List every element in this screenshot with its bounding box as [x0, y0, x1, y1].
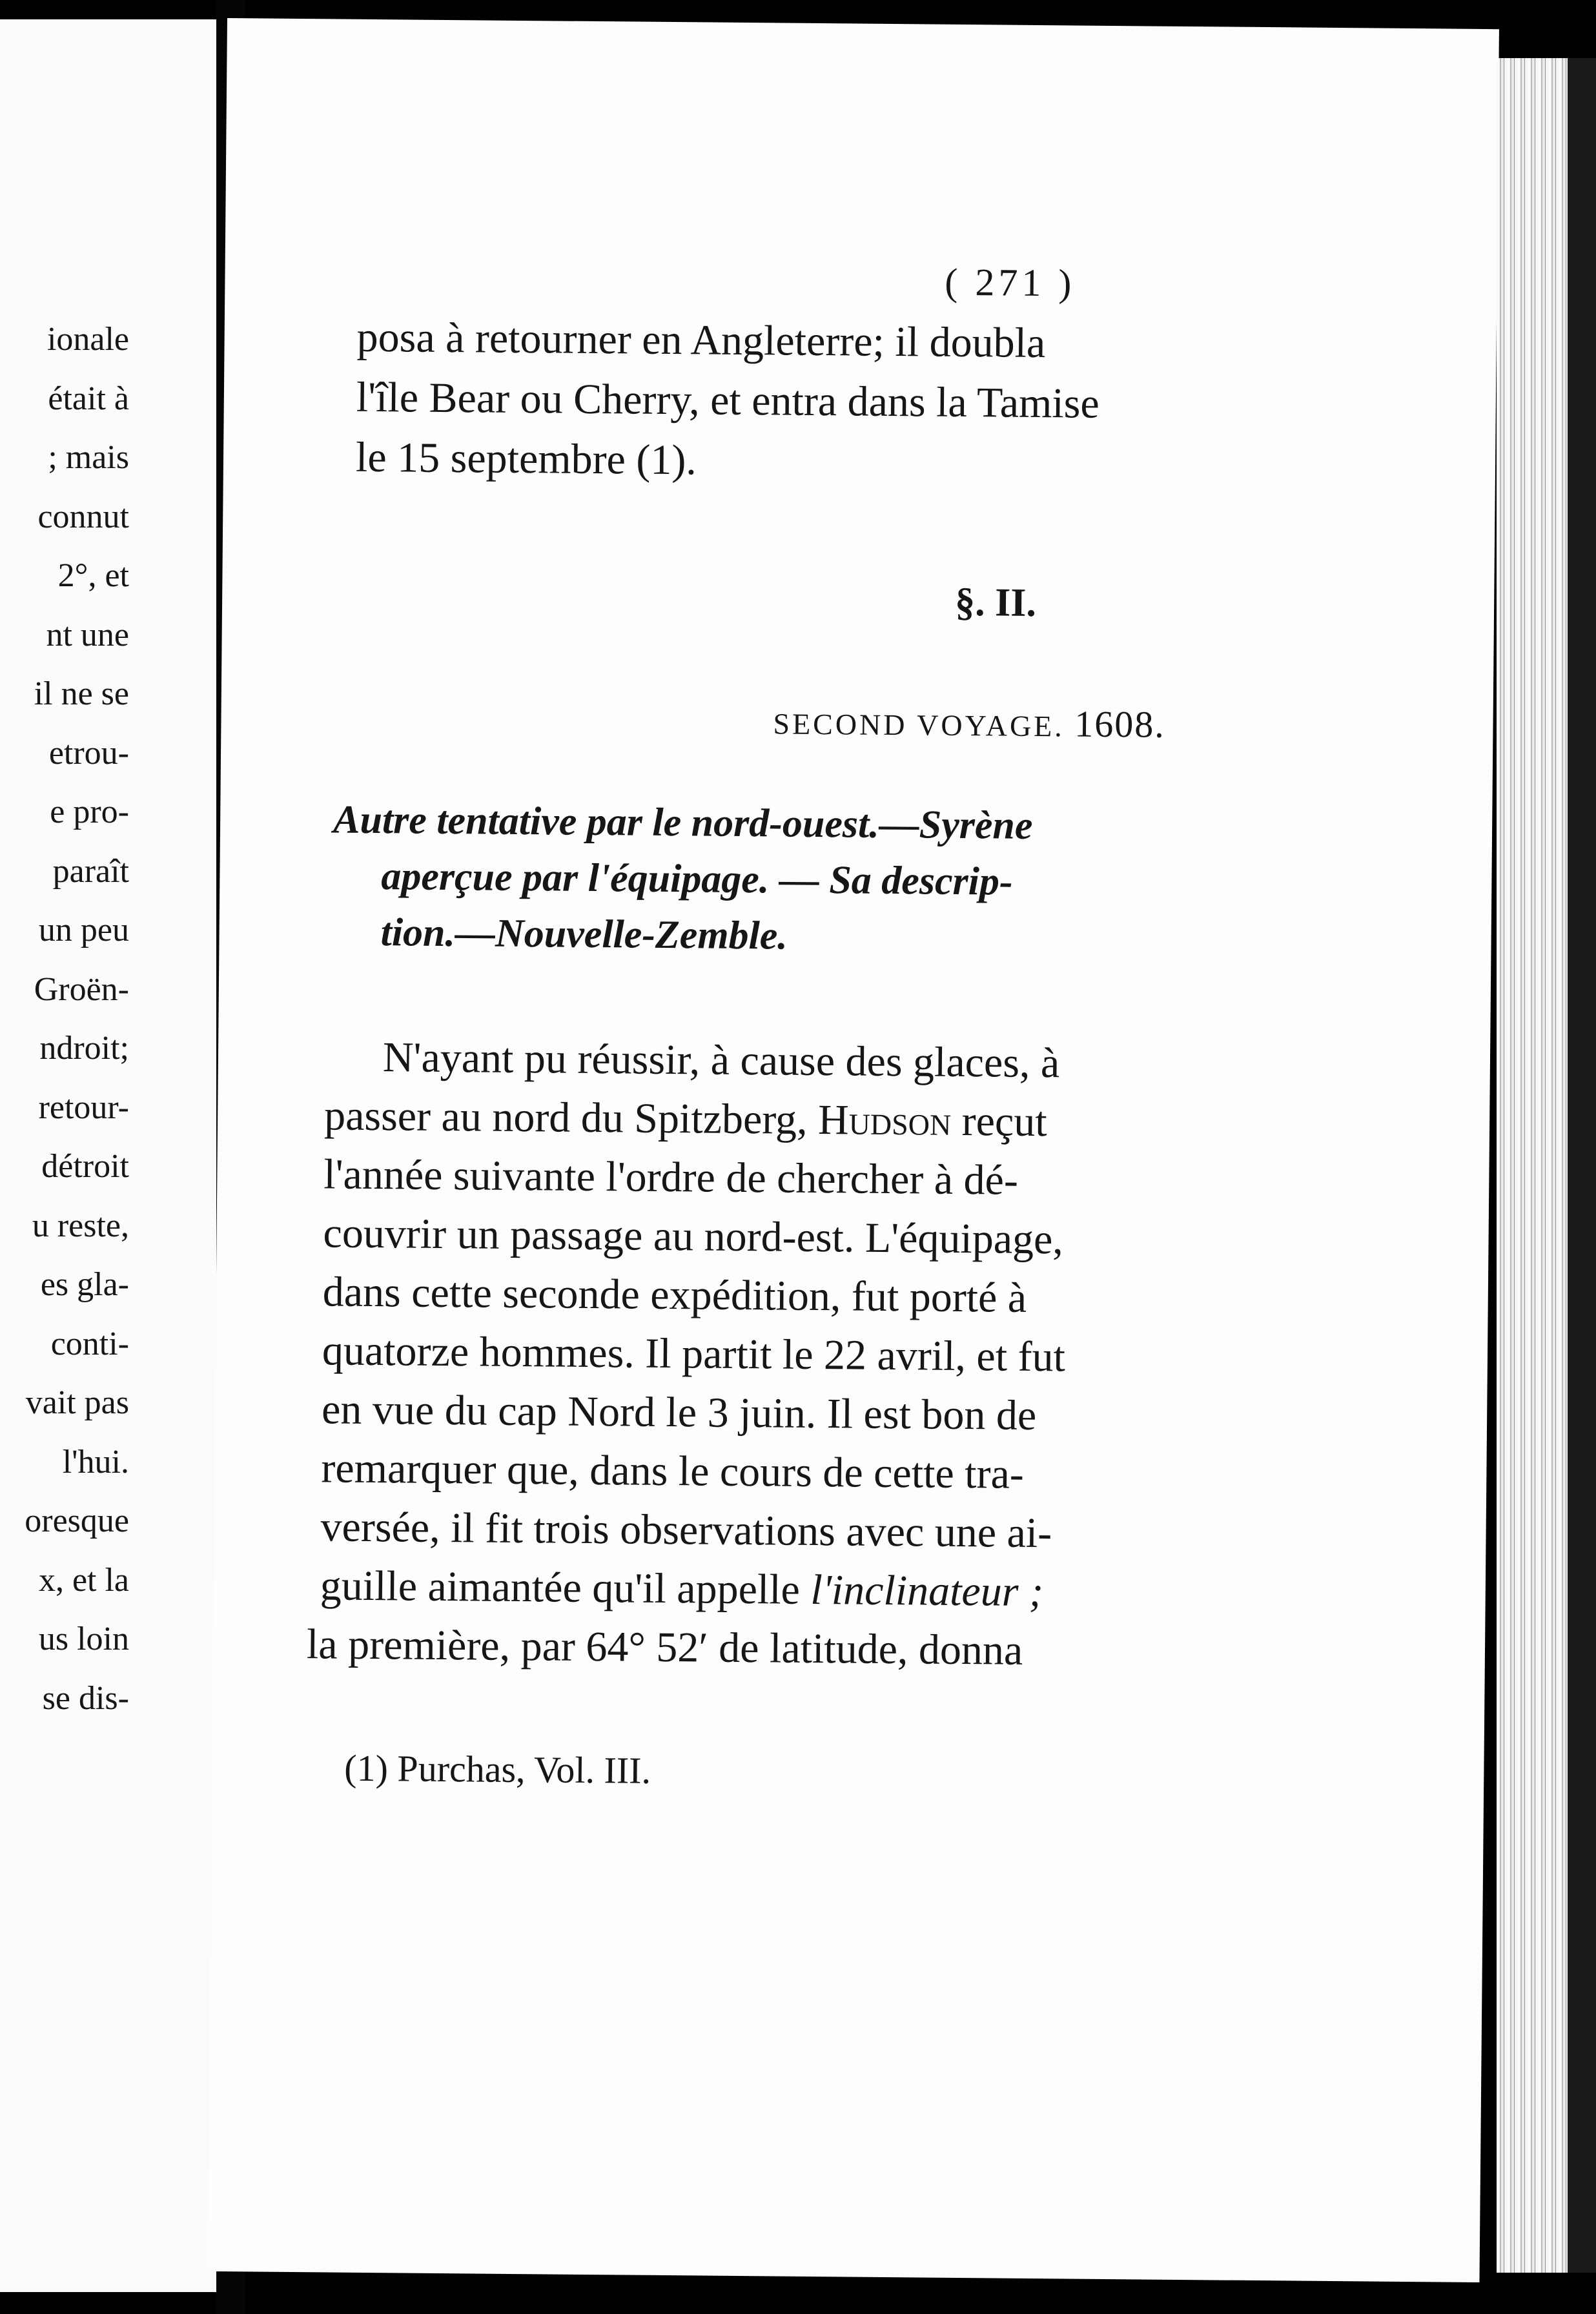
left-line: se dis- — [42, 1679, 129, 1717]
left-page-text — [0, 310, 129, 1728]
left-line: connut — [37, 498, 129, 535]
italic-term: l'inclinateur ; — [810, 1566, 1044, 1616]
chapter-title-text: SECOND VOYAGE. — [773, 707, 1065, 743]
left-line: u reste, — [32, 1207, 129, 1244]
left-line: détroit — [41, 1148, 129, 1185]
text-segment: reçut — [961, 1097, 1047, 1146]
left-line: etrou- — [48, 734, 129, 772]
text-line: dans cette seconde expédition, fut porté à — [322, 1268, 1027, 1322]
chapter-title-year: 1608. — [1074, 702, 1166, 746]
left-line: nt une — [46, 616, 129, 653]
text-line — [320, 1561, 1043, 1617]
text-line: couvrir un passage au nord-est. L'équipage, — [323, 1209, 1064, 1264]
left-line: il ne se — [34, 675, 129, 712]
person-name: Hudson — [817, 1096, 952, 1145]
page-number: ( 271 ) — [945, 260, 1076, 305]
left-line: un peu — [38, 912, 129, 948]
right-page — [208, 18, 1499, 2282]
left-line: conti- — [50, 1325, 129, 1362]
summary-line: tion.—Nouvelle-Zemble. — [380, 910, 788, 958]
book-edge-shadow — [1568, 58, 1596, 2273]
left-line: x, et la — [38, 1561, 129, 1599]
text-line: remarquer que, dans le cours de cette tra- — [321, 1444, 1025, 1498]
left-line: oresque — [25, 1502, 129, 1539]
text-line — [324, 1091, 1047, 1147]
text-line: en vue du cap Nord le 3 juin. Il est bon de — [321, 1386, 1037, 1440]
text-line: l'île Bear ou Cherry, et entra dans la Tamise — [356, 373, 1100, 427]
footnote: (1) Purchas, Vol. III. — [344, 1746, 651, 1792]
page-edges — [1497, 58, 1568, 2273]
section-heading: §. II. — [954, 580, 1037, 625]
left-line: e pro- — [50, 794, 129, 830]
text-line: posa à retourner en Angleterre; il doubla — [356, 313, 1046, 367]
text-line: N'ayant pu réussir, à cause des glaces, à — [382, 1034, 1060, 1087]
left-line: ndroit; — [39, 1030, 129, 1067]
left-line: us loin — [38, 1621, 129, 1657]
left-line: es gla- — [40, 1266, 129, 1303]
left-line: Groën- — [34, 970, 129, 1008]
text-line: quatorze hommes. Il partit le 22 avril, et fut — [322, 1327, 1066, 1381]
text-line: le 15 septembre (1). — [355, 433, 697, 484]
text-line: la première, par 64° 52′ de latitude, donna — [306, 1621, 1023, 1674]
left-line: était à — [48, 380, 129, 417]
text-line: versée, il fit trois observations avec une ai- — [320, 1503, 1052, 1557]
left-line: paraît — [52, 852, 129, 890]
text-segment: passer au nord du Spitzberg, — [323, 1092, 808, 1143]
summary-line: Autre tentative par le nord-ouest.—Syrène — [332, 797, 1033, 848]
left-line: l'hui. — [62, 1443, 129, 1480]
text-line: l'année suivante l'ordre de chercher à dé- — [323, 1151, 1019, 1204]
text-segment: guille aimantée qu'il appelle — [320, 1562, 801, 1613]
left-line: vait pas — [25, 1384, 129, 1421]
left-line: retour- — [38, 1089, 129, 1126]
left-page — [0, 19, 216, 2292]
left-line: ionale — [46, 321, 129, 358]
left-line: ; mais — [48, 439, 129, 476]
summary-line: aperçue par l'équipage. — Sa descrip- — [381, 854, 1013, 904]
left-line: 2°, et — [57, 557, 129, 594]
chapter-title — [773, 699, 1165, 746]
